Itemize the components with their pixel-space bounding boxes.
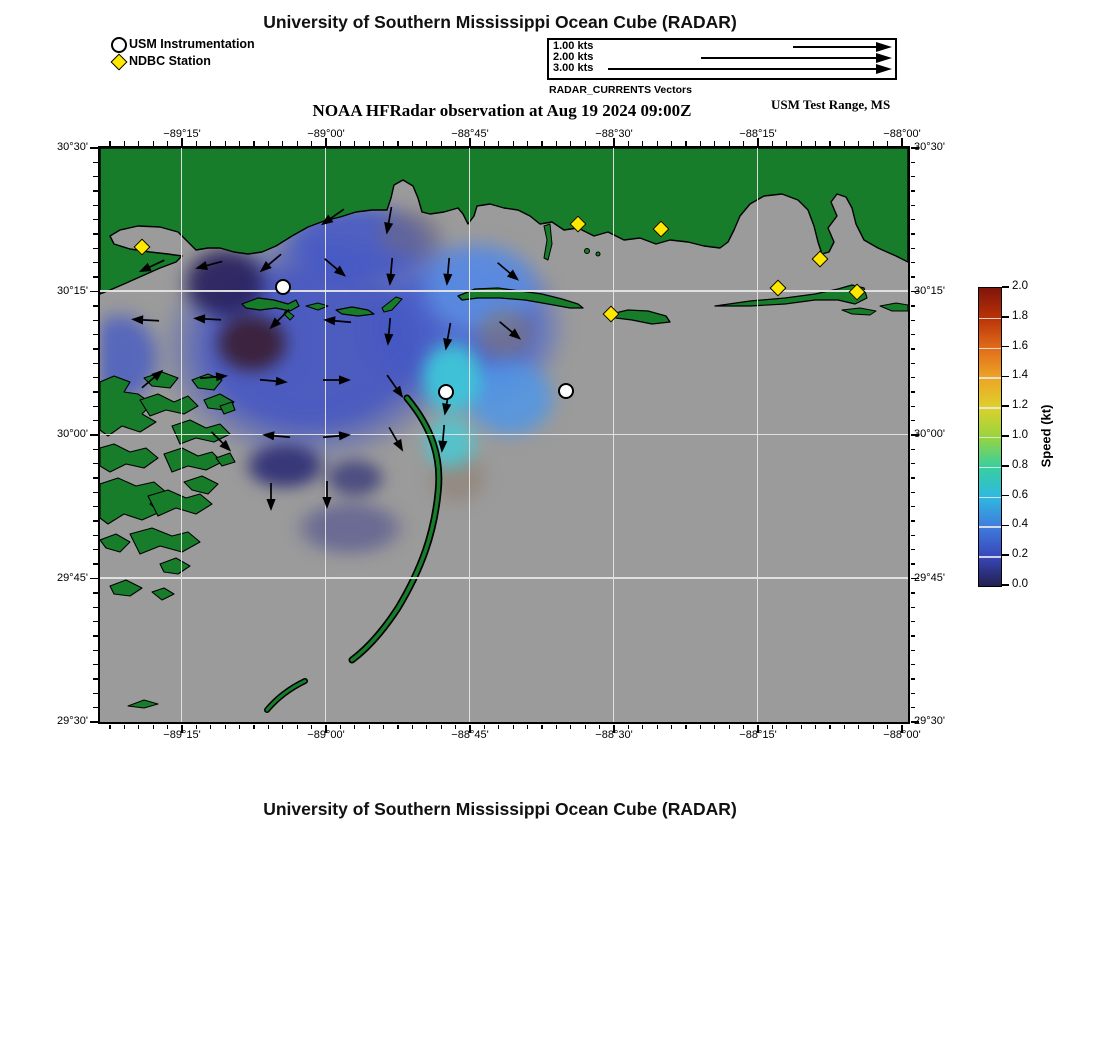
current-vector-arrow-icon <box>260 429 291 444</box>
x-minor-tick <box>556 725 557 730</box>
marsh-patch-3 <box>100 534 130 552</box>
y-minor-tick <box>911 520 916 521</box>
y-minor-tick <box>93 563 98 564</box>
x-minor-tick <box>585 725 586 730</box>
marsh-patch-14 <box>110 580 142 596</box>
x-minor-tick <box>441 725 442 730</box>
colorbar-tick <box>1002 376 1009 378</box>
y-minor-tick <box>911 176 916 177</box>
current-vector-arrow-icon <box>322 480 334 510</box>
x-minor-tick <box>225 141 226 146</box>
y-minor-tick <box>93 449 98 450</box>
dauphin-island <box>715 285 867 306</box>
y-minor-tick <box>93 262 98 263</box>
y-minor-tick <box>911 549 916 550</box>
x-minor-tick <box>585 141 586 146</box>
y-axis-label-right: 30°00' <box>914 428 945 440</box>
x-minor-tick <box>340 141 341 146</box>
marsh-patch-1 <box>100 444 158 472</box>
x-minor-tick <box>815 725 816 730</box>
colorbar-tick <box>1002 554 1009 556</box>
current-vector-arrow-icon <box>382 316 397 347</box>
current-vector-arrow-icon <box>436 423 451 454</box>
x-minor-tick <box>455 141 456 146</box>
y-minor-tick <box>93 549 98 550</box>
y-minor-tick <box>93 506 98 507</box>
y-minor-tick <box>911 477 916 478</box>
ship-island <box>336 307 374 316</box>
colorbar-tick <box>1002 495 1009 497</box>
x-minor-tick <box>282 725 283 730</box>
x-minor-tick <box>297 141 298 146</box>
usm-instrumentation-marker <box>558 383 574 399</box>
y-minor-tick <box>911 205 916 206</box>
usm-instrumentation-marker <box>438 384 454 400</box>
x-minor-tick <box>801 141 802 146</box>
y-minor-tick <box>93 205 98 206</box>
y-minor-tick <box>93 664 98 665</box>
scale-arrow-2-head-icon <box>876 53 892 63</box>
usm-instrumentation-marker <box>275 279 291 295</box>
y-minor-tick <box>911 391 916 392</box>
x-minor-tick <box>527 141 528 146</box>
y-minor-tick <box>93 305 98 306</box>
y-minor-tick <box>911 463 916 464</box>
y-minor-tick <box>93 348 98 349</box>
y-minor-tick <box>911 621 916 622</box>
y-minor-tick <box>911 262 916 263</box>
x-minor-tick <box>282 141 283 146</box>
colorbar-gridline <box>979 407 1001 408</box>
y-axis-label-left: 30°15' <box>57 284 88 297</box>
x-minor-tick <box>700 141 701 146</box>
y-minor-tick <box>93 463 98 464</box>
y-major-tick <box>90 291 98 292</box>
x-minor-tick <box>873 141 874 146</box>
x-minor-tick <box>858 725 859 730</box>
y-axis-label-right: 30°15' <box>914 284 945 297</box>
y-minor-tick <box>93 276 98 277</box>
x-minor-tick <box>484 141 485 146</box>
x-minor-tick <box>397 141 398 146</box>
y-minor-tick <box>911 190 916 191</box>
region-label: USM Test Range, MS <box>771 97 891 112</box>
observation-subtitle: NOAA HFRadar observation at Aug 19 2024 09:00Z <box>312 101 692 120</box>
speed-colorbar <box>978 287 1002 587</box>
vector-scale-box <box>547 38 897 80</box>
y-minor-tick <box>93 176 98 177</box>
marsh-patch-9 <box>164 448 222 472</box>
x-axis-label-bottom: −89°00' <box>307 729 345 741</box>
x-minor-tick <box>642 725 643 730</box>
y-minor-tick <box>93 635 98 636</box>
bottom-left-islet <box>128 700 158 708</box>
ndbc-diamond-icon <box>111 54 128 71</box>
x-minor-tick <box>253 725 254 730</box>
y-minor-tick <box>93 693 98 694</box>
y-minor-tick <box>93 190 98 191</box>
x-minor-tick <box>786 141 787 146</box>
scale-arrow-2-line <box>701 57 877 59</box>
y-minor-tick <box>911 449 916 450</box>
y-minor-tick <box>911 678 916 679</box>
x-minor-tick <box>657 725 658 730</box>
x-minor-tick <box>815 141 816 146</box>
scale-row-3-label: 3.00 kts <box>553 62 594 74</box>
x-minor-tick <box>829 725 830 730</box>
x-minor-tick <box>858 141 859 146</box>
colorbar-gridline <box>979 556 1001 557</box>
usm-circle-icon <box>111 37 127 53</box>
colorbar-tick <box>1002 584 1009 586</box>
x-minor-tick <box>570 141 571 146</box>
legend-ndbc-label: NDBC Station <box>129 54 211 68</box>
colorbar-tick <box>1002 435 1009 437</box>
x-minor-tick <box>268 141 269 146</box>
island-right-edge <box>880 303 908 311</box>
x-minor-tick <box>844 141 845 146</box>
y-minor-tick <box>911 664 916 665</box>
y-minor-tick <box>911 506 916 507</box>
scale-row-2-label: 2.00 kts <box>553 51 594 63</box>
x-axis-label-bottom: −88°45' <box>451 729 489 741</box>
x-minor-tick <box>239 141 240 146</box>
x-minor-tick <box>743 141 744 146</box>
colorbar-gridline <box>979 437 1001 438</box>
current-vector-arrow-icon <box>321 427 352 442</box>
x-minor-tick <box>685 141 686 146</box>
x-minor-tick <box>383 141 384 146</box>
x-minor-tick <box>167 141 168 146</box>
x-minor-tick <box>369 141 370 146</box>
colorbar-tick-label: 0.8 <box>1012 458 1028 471</box>
x-minor-tick <box>311 141 312 146</box>
y-minor-tick <box>93 162 98 163</box>
current-vector-arrow-icon <box>266 482 278 512</box>
colorbar-gridline <box>979 497 1001 498</box>
islet-dot-1 <box>596 252 600 256</box>
x-minor-tick <box>354 725 355 730</box>
y-minor-tick <box>93 492 98 493</box>
y-minor-tick <box>911 363 916 364</box>
colorbar-tick-label: 0.0 <box>1012 578 1028 590</box>
y-minor-tick <box>911 420 916 421</box>
x-minor-tick <box>657 141 658 146</box>
y-minor-tick <box>93 520 98 521</box>
petit-bois-island <box>611 310 670 324</box>
x-axis-label-top: −88°45' <box>451 128 489 140</box>
x-minor-tick <box>196 141 197 146</box>
page-title-top: University of Southern Mississippi Ocean Cube (RADAR) <box>263 12 737 32</box>
y-minor-tick <box>911 348 916 349</box>
y-axis-label-right: 29°30' <box>914 715 945 727</box>
x-minor-tick <box>599 141 600 146</box>
y-axis-label-left: 30°00' <box>57 428 88 440</box>
colorbar-tick-label: 1.4 <box>1012 369 1028 382</box>
x-minor-tick <box>225 725 226 730</box>
current-vector-arrow-icon <box>258 372 289 387</box>
colorbar-gridline <box>979 526 1001 527</box>
x-minor-tick <box>642 141 643 146</box>
islet-dot-0 <box>584 248 589 253</box>
island-angled <box>382 297 402 312</box>
y-minor-tick <box>93 377 98 378</box>
y-minor-tick <box>911 635 916 636</box>
round-island-stem <box>544 224 552 260</box>
y-minor-tick <box>911 592 916 593</box>
colorbar-tick-label: 0.2 <box>1012 548 1028 561</box>
y-axis-label-right: 29°45' <box>914 571 945 584</box>
y-axis-label-left: 30°30' <box>57 141 88 153</box>
colorbar-tick-label: 1.2 <box>1012 399 1028 412</box>
x-minor-tick <box>772 141 773 146</box>
x-axis-label-bottom: −88°00' <box>883 729 921 741</box>
x-minor-tick <box>556 141 557 146</box>
y-minor-tick <box>911 607 916 608</box>
x-minor-tick <box>714 725 715 730</box>
x-axis-label-top: −88°30' <box>595 128 633 140</box>
x-minor-tick <box>513 725 514 730</box>
colorbar-tick-label: 1.0 <box>1012 429 1028 441</box>
colorbar-tick <box>1002 405 1009 407</box>
x-minor-tick <box>153 725 154 730</box>
y-minor-tick <box>911 276 916 277</box>
y-minor-tick <box>93 707 98 708</box>
x-minor-tick <box>801 725 802 730</box>
x-minor-tick <box>513 141 514 146</box>
marsh-patch-15 <box>152 588 174 600</box>
x-minor-tick <box>628 141 629 146</box>
y-minor-tick <box>911 650 916 651</box>
y-minor-tick <box>911 162 916 163</box>
x-minor-tick <box>268 725 269 730</box>
y-minor-tick <box>93 391 98 392</box>
page-title-bottom: University of Southern Mississippi Ocean Cube (RADAR) <box>263 799 737 819</box>
x-minor-tick <box>700 725 701 730</box>
y-axis-label-right: 30°30' <box>914 141 945 153</box>
y-major-tick <box>90 721 98 722</box>
pelican-island <box>842 308 876 315</box>
x-minor-tick <box>844 725 845 730</box>
y-major-tick <box>90 578 98 579</box>
current-vector-arrow-icon <box>321 314 352 329</box>
marsh-patch-10 <box>184 476 218 494</box>
y-major-tick <box>90 434 98 435</box>
marsh-patch-11 <box>148 490 212 516</box>
y-axis-label-left: 29°45' <box>57 571 88 584</box>
x-minor-tick <box>829 141 830 146</box>
y-minor-tick <box>911 693 916 694</box>
y-minor-tick <box>911 305 916 306</box>
y-minor-tick <box>93 678 98 679</box>
scale-row-1-label: 1.00 kts <box>553 40 594 52</box>
x-axis-label-top: −88°00' <box>883 128 921 140</box>
y-minor-tick <box>93 592 98 593</box>
x-minor-tick <box>412 141 413 146</box>
y-minor-tick <box>93 334 98 335</box>
x-minor-tick <box>541 141 542 146</box>
y-minor-tick <box>93 621 98 622</box>
y-minor-tick <box>93 535 98 536</box>
x-minor-tick <box>729 141 730 146</box>
y-major-tick <box>90 147 98 148</box>
y-minor-tick <box>911 492 916 493</box>
colorbar-gridline <box>979 318 1001 319</box>
y-minor-tick <box>911 334 916 335</box>
legend-usm-label: USM Instrumentation <box>129 37 255 51</box>
x-minor-tick <box>124 725 125 730</box>
y-minor-tick <box>93 607 98 608</box>
colorbar-tick <box>1002 465 1009 467</box>
y-minor-tick <box>93 363 98 364</box>
x-minor-tick <box>354 141 355 146</box>
x-minor-tick <box>253 141 254 146</box>
x-minor-tick <box>887 141 888 146</box>
x-minor-tick <box>527 725 528 730</box>
x-axis-label-top: −88°15' <box>739 128 777 140</box>
colorbar-tick-label: 2.0 <box>1012 280 1028 292</box>
x-minor-tick <box>124 141 125 146</box>
current-vector-arrow-icon <box>441 256 456 287</box>
marsh-patch-6 <box>140 394 198 416</box>
y-minor-tick <box>93 320 98 321</box>
x-minor-tick <box>397 725 398 730</box>
colorbar-axis-label: Speed (kt) <box>1038 404 1054 468</box>
y-minor-tick <box>911 320 916 321</box>
x-minor-tick <box>671 725 672 730</box>
map-canvas <box>98 146 910 724</box>
colorbar-gridline <box>979 467 1001 468</box>
colorbar-tick-label: 1.6 <box>1012 339 1028 352</box>
x-minor-tick <box>109 141 110 146</box>
x-minor-tick <box>541 725 542 730</box>
x-minor-tick <box>671 141 672 146</box>
x-minor-tick <box>369 725 370 730</box>
gridline-lat-2 <box>100 577 908 578</box>
current-vector-arrow-icon <box>384 256 399 287</box>
x-minor-tick <box>498 141 499 146</box>
y-minor-tick <box>911 707 916 708</box>
y-minor-tick <box>911 563 916 564</box>
colorbar-gridline <box>979 348 1001 349</box>
current-vector-arrow-icon <box>191 313 222 327</box>
y-minor-tick <box>911 535 916 536</box>
colorbar-gridline <box>979 377 1001 378</box>
x-minor-tick <box>498 725 499 730</box>
y-minor-tick <box>93 420 98 421</box>
vector-scale-caption: RADAR_CURRENTS Vectors <box>549 84 692 96</box>
scale-arrow-1-line <box>793 46 877 48</box>
gridline-lat-0 <box>100 290 908 291</box>
x-minor-tick <box>786 725 787 730</box>
x-minor-tick <box>729 725 730 730</box>
y-minor-tick <box>93 233 98 234</box>
x-axis-label-top: −89°15' <box>163 128 201 140</box>
y-minor-tick <box>911 219 916 220</box>
current-vector-arrow-icon <box>129 314 160 328</box>
colorbar-tick-label: 0.4 <box>1012 518 1028 531</box>
x-axis-label-bottom: −88°30' <box>595 729 633 741</box>
x-minor-tick <box>239 725 240 730</box>
scale-arrow-3-line <box>608 68 877 70</box>
x-minor-tick <box>109 725 110 730</box>
marsh-patch-13 <box>160 558 190 574</box>
y-minor-tick <box>93 219 98 220</box>
scale-arrow-3-head-icon <box>876 64 892 74</box>
y-minor-tick <box>93 406 98 407</box>
x-minor-tick <box>570 725 571 730</box>
scale-arrow-1-head-icon <box>876 42 892 52</box>
y-minor-tick <box>911 377 916 378</box>
y-minor-tick <box>911 248 916 249</box>
y-minor-tick <box>93 650 98 651</box>
x-minor-tick <box>383 725 384 730</box>
y-minor-tick <box>911 233 916 234</box>
y-minor-tick <box>911 406 916 407</box>
x-minor-tick <box>210 725 211 730</box>
x-minor-tick <box>426 725 427 730</box>
x-minor-tick <box>873 725 874 730</box>
colorbar-tick-label: 0.6 <box>1012 488 1028 501</box>
colorbar-tick <box>1002 316 1009 318</box>
current-vector-arrow-icon <box>322 373 352 385</box>
x-minor-tick <box>426 141 427 146</box>
x-minor-tick <box>153 141 154 146</box>
marsh-patch-12 <box>130 528 200 554</box>
x-minor-tick <box>210 141 211 146</box>
colorbar-tick <box>1002 525 1009 527</box>
y-axis-label-left: 29°30' <box>57 715 88 727</box>
x-minor-tick <box>138 141 139 146</box>
x-minor-tick <box>441 141 442 146</box>
colorbar-tick <box>1002 346 1009 348</box>
y-minor-tick <box>93 477 98 478</box>
x-minor-tick <box>297 725 298 730</box>
colorbar-tick <box>1002 286 1009 288</box>
current-vector-arrow-icon <box>198 368 229 383</box>
x-axis-label-bottom: −88°15' <box>739 729 777 741</box>
x-minor-tick <box>138 725 139 730</box>
x-minor-tick <box>714 141 715 146</box>
x-minor-tick <box>685 725 686 730</box>
x-axis-label-bottom: −89°15' <box>163 729 201 741</box>
x-axis-label-top: −89°00' <box>307 128 345 140</box>
colorbar-tick-label: 1.8 <box>1012 309 1028 322</box>
y-minor-tick <box>93 248 98 249</box>
x-minor-tick <box>412 725 413 730</box>
